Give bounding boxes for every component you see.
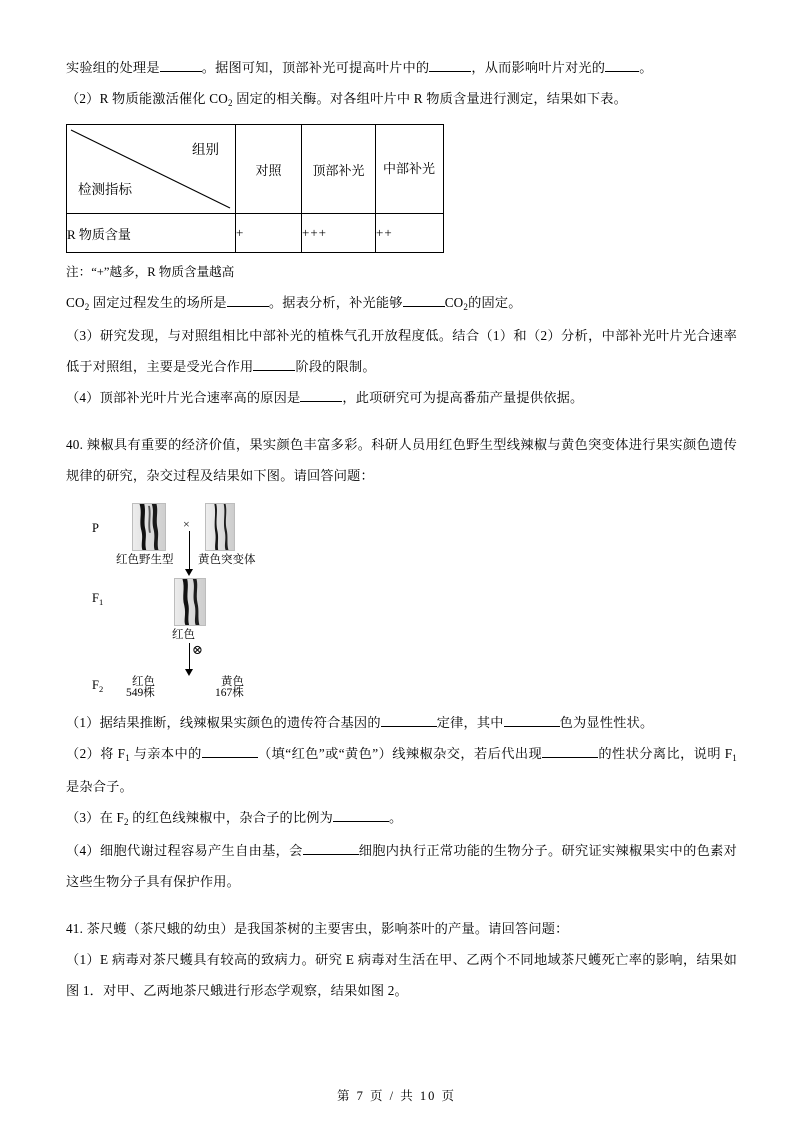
answer-blank[interactable] — [253, 358, 295, 371]
pepper-photo-icon — [133, 504, 165, 550]
co2-text-a: CO — [66, 295, 85, 310]
cross-symbol: × — [183, 517, 190, 531]
q39-sub2-text-a: （2）R 物质能激活催化 CO — [66, 91, 228, 106]
q40-sub3-text-c: 。 — [389, 810, 403, 825]
co2-subscript: 2 — [463, 302, 469, 312]
q40-sub2-text-d: 的性状分离比，说明 F — [598, 746, 733, 761]
table-header-row — [67, 125, 444, 214]
answer-blank[interactable] — [429, 59, 471, 72]
answer-blank[interactable] — [227, 294, 269, 307]
f2-yellow-color-label: 黄色 — [221, 676, 244, 688]
q40-sub1-text-a: （1）据结果推断，线辣椒果实颜色的遗传符合基因的 — [66, 715, 381, 730]
q39-line1-text-a: 实验组的处理是 — [66, 60, 160, 75]
parent-left-caption: 红色野生型 — [116, 554, 174, 566]
co2-text-c: 。据表分析，补光能够 — [268, 295, 403, 310]
q40-stem — [66, 429, 737, 491]
selfcross-arrow-head-icon — [185, 669, 193, 676]
co2-subscript: 2 — [228, 98, 233, 108]
f2-subscript: 2 — [124, 817, 129, 827]
q40-sub3 — [66, 802, 737, 835]
answer-blank[interactable] — [303, 842, 359, 855]
pepper-image-f1-red — [174, 578, 206, 626]
q40-sub1-text-c: 色为显性性状。 — [559, 715, 654, 730]
q40-sub1-text-b: 定律，其中 — [436, 715, 504, 730]
co2-text-b: 固定过程发生的场所是 — [89, 295, 227, 310]
q39-sub3-text-a: （3）研究发现，与对照组相比中部补光的植株气孔开放程度低。结合（1）和（2）分析，中部补光叶片光合速率低于对照组，主要是受光合作用 — [66, 328, 737, 374]
page-footer: 第 7 页 / 共 10 页 — [337, 1089, 456, 1103]
q39-sub4 — [66, 382, 737, 413]
co2-subscript: 2 — [84, 302, 90, 312]
q40-sub2-text-a: （2）将 F — [66, 746, 126, 761]
f1-subscript: 1 — [125, 753, 130, 763]
q40-sub4 — [66, 835, 737, 897]
q41-sub1: （1）E 病毒对茶尺蠖具有较高的致病力。研究 E 病毒对生活在甲、乙两个不同地域茶尺蠖死亡率的影响，结果如图 1．对甲、乙两地茶尺蛾进行形态学观察，结果如图 2。 — [66, 952, 737, 998]
answer-blank[interactable] — [300, 389, 342, 402]
answer-blank[interactable] — [381, 714, 437, 727]
table-corner-index-label: 检测指标 — [78, 182, 132, 197]
parent-right-caption: 黄色突变体 — [198, 554, 256, 566]
answer-blank[interactable] — [160, 59, 202, 72]
pepper-photo-icon — [206, 504, 234, 550]
answer-blank[interactable] — [403, 294, 445, 307]
cross-arrow-line — [189, 531, 190, 573]
table-col-header-2: 中部补光 — [376, 125, 444, 214]
co2-text-e: 的固定。 — [468, 295, 522, 310]
q41-number: 41. — [66, 921, 84, 936]
q39-line1-text-c: ，从而影响叶片对光的 — [471, 60, 606, 75]
q39-sub4-text-b: ，此项研究可为提高番茄产量提供依据。 — [342, 390, 584, 405]
q40-sub1 — [66, 707, 737, 738]
r-substance-table — [66, 124, 444, 253]
cross-arrow-head-icon — [185, 569, 193, 576]
f2-red-color-label: 红色 — [132, 676, 155, 688]
generation-label-f1: $F_1$ — [92, 591, 104, 607]
q39-sub2-text-b: 固定的相关酶。对各组叶片中 R 物质含量进行测定，结果如下表。 — [232, 91, 628, 106]
q39-line1-text-b: 。据图可知，顶部补光可提高叶片中的 — [201, 60, 430, 75]
table-cell-middle-light: ++ — [376, 214, 444, 253]
answer-blank[interactable] — [605, 59, 639, 72]
r-substance-table-wrap — [66, 124, 737, 253]
pepper-image-yellow-mutant — [205, 503, 235, 551]
q40-sub3-text-a: （3）在 F — [66, 810, 124, 825]
q39-sub2 — [66, 83, 737, 116]
q39-sub3-text-b: 阶段的限制。 — [295, 359, 376, 374]
table-row — [67, 214, 444, 253]
table-row-label: R 物质含量 — [67, 214, 236, 253]
answer-blank[interactable] — [542, 745, 598, 758]
table-col-header-0: 对照 — [236, 125, 302, 214]
table-note: 注：“+”越多，R 物质含量越高 — [66, 265, 235, 279]
pepper-image-red-wildtype — [132, 503, 166, 551]
table-corner-group-label: 组别 — [192, 142, 219, 157]
table-col-header-1: 顶部补光 — [302, 125, 376, 214]
table-cell-control: + — [236, 214, 302, 253]
pepper-cross-diagram — [88, 503, 388, 703]
q40-sub2-text-c: （填“红色”或“黄色”）线辣椒杂交，若后代出现 — [257, 746, 543, 761]
answer-blank[interactable] — [202, 745, 258, 758]
q39-line1-text-d: 。 — [639, 60, 653, 75]
q39-line1 — [66, 52, 737, 83]
answer-blank[interactable] — [504, 714, 560, 727]
generation-label-p: P — [92, 521, 99, 535]
q39-sub3 — [66, 320, 737, 382]
co2-text-d: CO — [444, 295, 464, 310]
q40-sub4-text-b: 细胞内执行正常功能的生物分子。研究证实辣椒果实中的色素对这些生物分子具有保护作用。 — [66, 843, 737, 889]
q40-sub2-text-e: 是杂合子。 — [66, 779, 133, 794]
q40-sub3-text-b: 的红色线辣椒中，杂合子的比例为 — [128, 810, 334, 825]
f1-subscript: 1 — [732, 753, 737, 763]
f1-caption: 红色 — [172, 629, 195, 641]
answer-blank[interactable] — [333, 809, 389, 822]
q41-stem — [66, 913, 737, 944]
q40-sub2 — [66, 738, 737, 802]
f2-yellow-count: 167株 — [215, 687, 244, 699]
q40-sub2-text-b: 与亲本中的 — [129, 746, 202, 761]
table-cell-top-light: +++ — [302, 214, 376, 253]
pepper-photo-icon — [175, 579, 205, 625]
q41-stem-text: 茶尺蠖（茶尺蛾的幼虫）是我国茶树的主要害虫，影响茶叶的产量。请回答问题： — [86, 921, 569, 936]
q40-number: 40. — [66, 437, 84, 452]
self-pollination-icon: ⊗ — [192, 642, 203, 657]
q39-co2-line — [66, 287, 737, 320]
q40-stem-text: 辣椒具有重要的经济价值，果实颜色丰富多彩。科研人员用红色野生型线辣椒与黄色突变体进行果实颜色遗传规律的研究，杂交过程及结果如下图。请回答问题： — [66, 437, 737, 483]
f2-red-count: 549株 — [126, 687, 155, 699]
table-corner-header — [67, 125, 236, 214]
q39-sub4-text-a: （4）顶部补光叶片光合速率高的原因是 — [66, 390, 301, 405]
q40-sub4-text-a: （4）细胞代谢过程容易产生自由基，会 — [66, 843, 303, 858]
generation-label-f2: $F_2$ — [92, 678, 104, 694]
